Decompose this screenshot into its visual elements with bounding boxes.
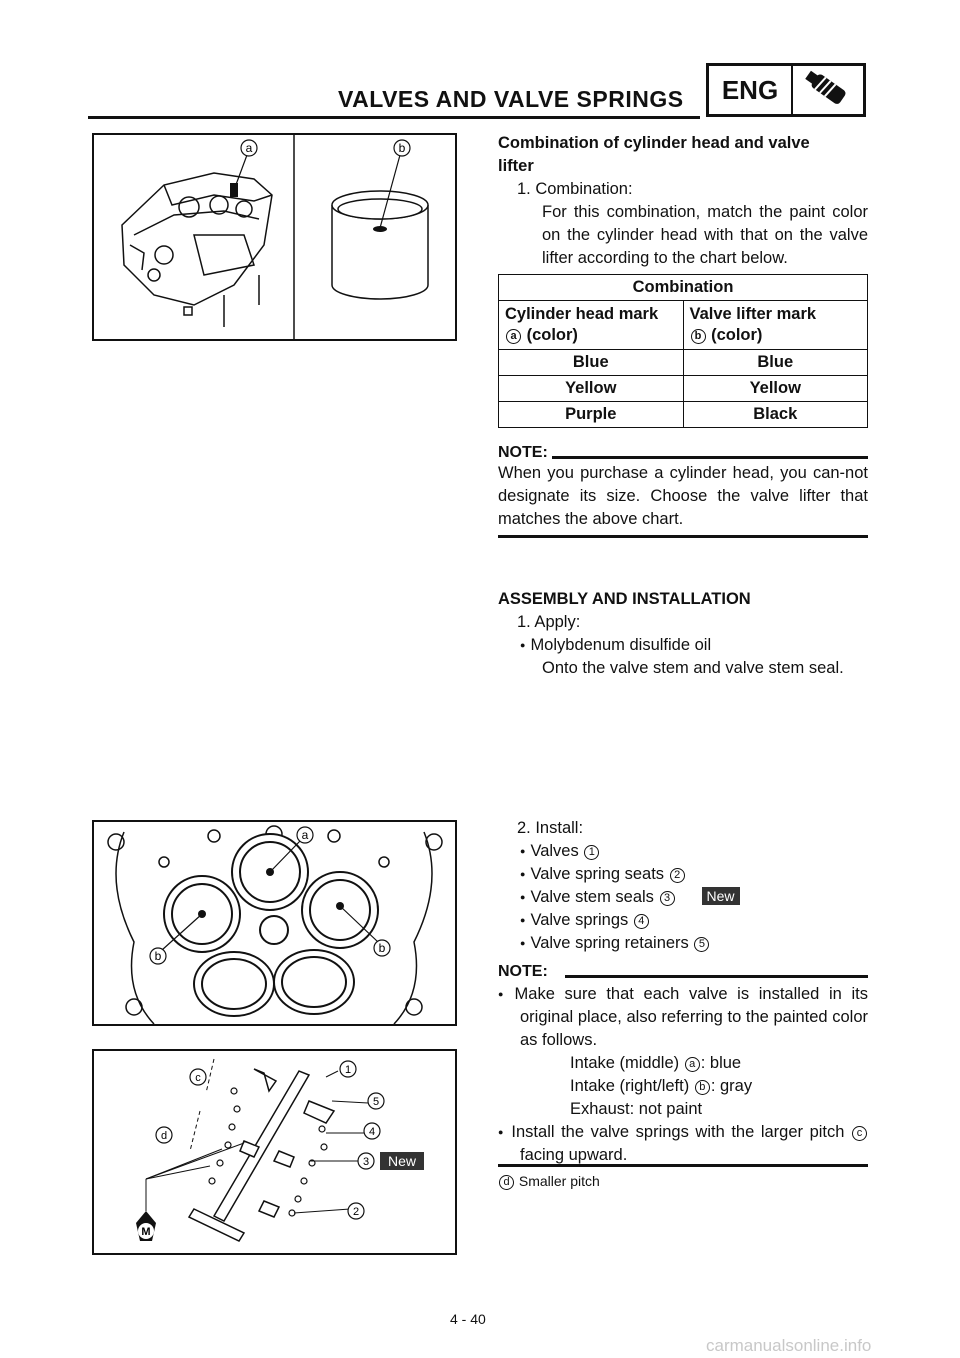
table-cell: Purple	[499, 402, 684, 428]
list-item: ● Valve spring seats 2	[520, 863, 868, 886]
note1-text: When you purchase a cylinder head, you can-not designate its size. Choose the valve lifter that matches the above chart.	[498, 464, 868, 528]
section-box	[706, 63, 866, 117]
table-cell: Blue	[683, 350, 868, 376]
note1-bottom-rule	[498, 535, 868, 538]
new-badge: New	[702, 887, 740, 905]
page-title: VALVES AND VALVE SPRINGS	[338, 86, 684, 112]
table-cell: Yellow	[499, 376, 684, 402]
intake-middle: Intake (middle) a : blue	[570, 1054, 742, 1072]
table-col2-head: Valve lifter mark b (color)	[683, 301, 868, 350]
fig1-mark-a: a	[245, 141, 253, 155]
combo-heading-line2: lifter	[498, 157, 534, 175]
fig3-num-1: 1	[344, 1064, 352, 1076]
fig3-num-5: 5	[372, 1096, 380, 1108]
fig3-num-2: 2	[352, 1206, 360, 1218]
combo-heading	[498, 132, 868, 178]
num-5: 5	[694, 937, 709, 952]
fig3-new-badge: New	[387, 1153, 417, 1169]
combo-step1-text: For this combination, match the paint color on the cylinder head with that on the valve lifter according to the chart below.	[542, 203, 868, 267]
combination-table	[498, 274, 868, 428]
fig3-m-label: M	[141, 1226, 151, 1238]
note2-bullet2: Install the valve springs with the larger pitch	[511, 1123, 851, 1141]
footnote: d Smaller pitch	[498, 1173, 600, 1190]
assembly-step1-title: 1. Apply:	[517, 613, 581, 631]
table-row	[499, 376, 868, 402]
note1-top-rule	[552, 456, 868, 459]
note1-label: NOTE:	[498, 444, 548, 461]
table-cell: Black	[683, 402, 868, 428]
fig2-mark-a: a	[301, 828, 309, 842]
wrench-bolt-icon	[793, 66, 863, 114]
figure-valve-assembly	[92, 1049, 457, 1255]
num-4: 4	[634, 914, 649, 929]
num-2: 2	[670, 868, 685, 883]
list-item: ● Valve stem seals 3 New	[520, 886, 868, 909]
apply-item: ● Molybdenum disulfide oil	[520, 634, 868, 657]
section-label: ENG	[709, 66, 793, 114]
num-3: 3	[660, 891, 675, 906]
fig2-mark-b2: b	[378, 941, 386, 955]
combo-step1-title: 1. Combination:	[517, 180, 633, 198]
table-row	[499, 402, 868, 428]
page-number: 4 - 40	[450, 1311, 486, 1327]
apply-text: Onto the valve stem and valve stem seal.	[542, 659, 844, 677]
assembly-step2-title: 2. Install:	[517, 819, 584, 837]
fig3-num-4: 4	[368, 1126, 376, 1138]
watermark: carmanualsonline.info	[706, 1336, 872, 1355]
list-item: ● Valve spring retainers 5	[520, 932, 868, 955]
figure-valve-positions	[92, 820, 457, 1026]
header-rule	[88, 116, 700, 119]
num-1: 1	[584, 845, 599, 860]
combo-heading-line1: Combination of cylinder head and valve	[498, 134, 810, 152]
fig2-mark-b1: b	[154, 949, 162, 963]
intake-side: Intake (right/left) b : gray	[570, 1077, 753, 1095]
table-cell: Yellow	[683, 376, 868, 402]
table-cell: Blue	[499, 350, 684, 376]
fig1-mark-b: b	[398, 141, 406, 155]
note2-bullet1: Make sure that each valve is installed in its original place, also referring to the painted color as follows.	[514, 985, 868, 1049]
fig3-mark-c: c	[195, 1072, 201, 1084]
table-col1-head: Cylinder head mark a (color)	[499, 301, 684, 350]
table-caption: Combination	[499, 275, 868, 301]
table-row	[499, 350, 868, 376]
fig3-num-3: 3	[362, 1156, 370, 1168]
note2-top-rule	[565, 975, 868, 978]
figure-cylinder-head-lifter	[92, 133, 457, 341]
assembly-title: ASSEMBLY AND INSTALLATION	[498, 590, 751, 608]
list-item: ● Valve springs 4	[520, 909, 868, 932]
note2-label: NOTE:	[498, 963, 548, 980]
moly-oil-icon	[136, 1211, 156, 1241]
list-item: ● Valves 1	[520, 840, 868, 863]
exhaust: Exhaust: not paint	[570, 1100, 703, 1118]
note2-text: ● Make sure that each valve is installed in its original place, also referring to the painted color as follows. Intake (middle) a : blue Intake (right/left) b : gray Exhaust: not paint ● Install the valve springs with the larger pitch c facing upward.	[498, 985, 868, 1164]
col1-mark-a: a	[506, 329, 521, 344]
col2-mark-b: b	[691, 329, 706, 344]
fig3-mark-d: d	[160, 1130, 168, 1142]
note2-bottom-rule	[498, 1164, 868, 1167]
install-list	[520, 840, 868, 955]
